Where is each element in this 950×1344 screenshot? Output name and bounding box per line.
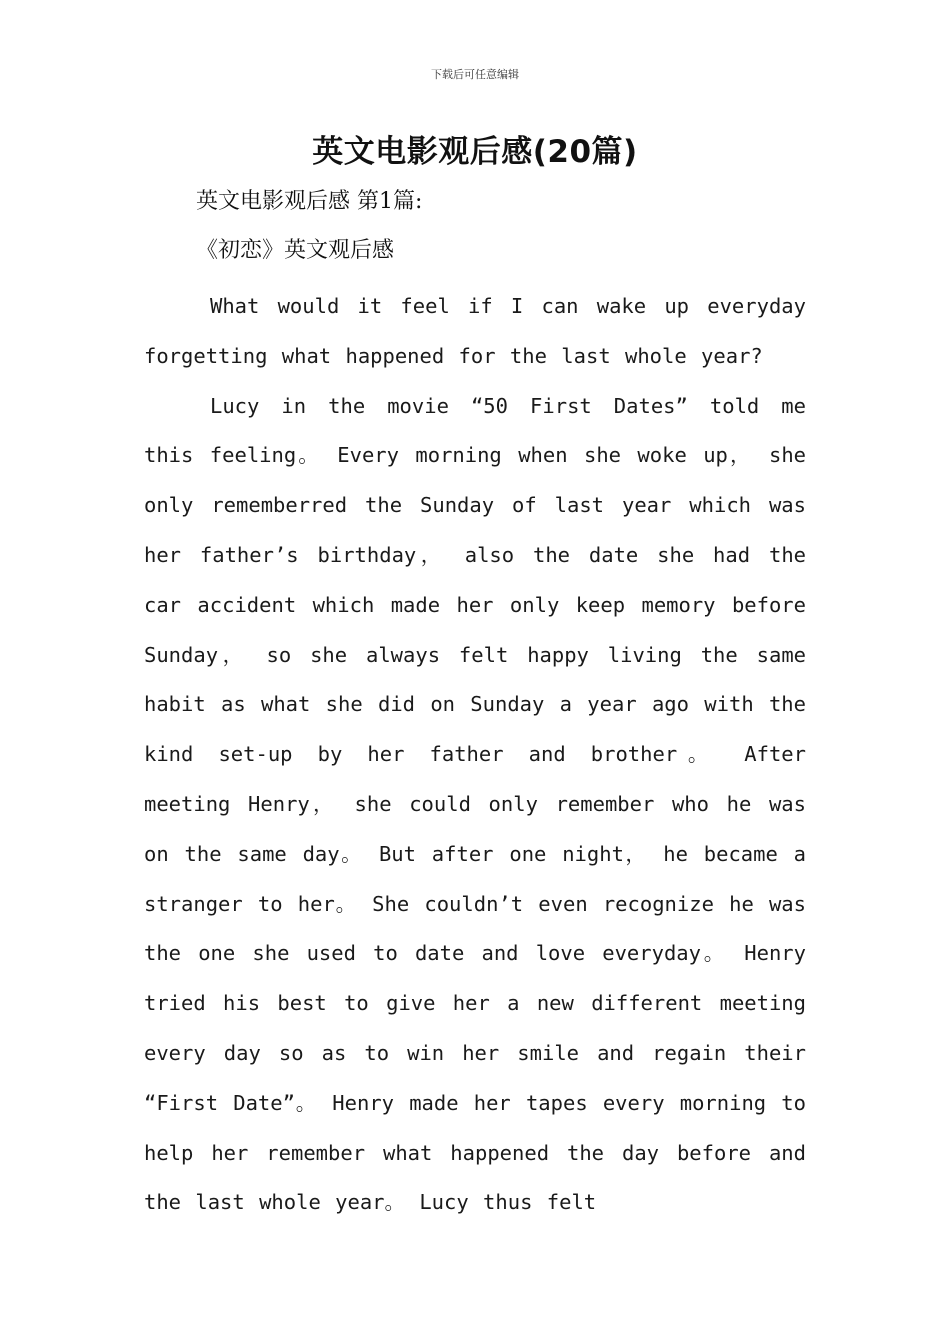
section-heading: 英文电影观后感 第1篇: — [196, 189, 423, 214]
document-title: 英文电影观后感(20篇) — [312, 134, 638, 170]
article-subtitle: 《初恋》英文观后感 — [196, 238, 395, 263]
paragraph-1: What would it feel if I can wake up everyday forgetting what happened for the last whole year? — [144, 294, 806, 368]
header-note: 下载后可任意编辑 — [431, 68, 519, 81]
paragraph-2: Lucy in the movie “50 First Dates” told me this feeling。 Every morning when she woke up， she only rememberred the Sunday of last year which was her father’s birthday， also the date she had the car accident which made her only keep memory before Sunday， so she always felt happy living the same habit as what she did on Sunday a year ago with the kind set-up by her father and brother。 After meeting Henry， she could only remember who he was on the same day。 But after one night， he became a stranger to her。 She couldn’t even recognize he was the one she used to date and love everyday。 Henry tried his best to give her a new different meeting every day so as to win her smile and regain their “First Date”。 Henry made her tapes every morning to help her remember what happened the day before and the last whole year。 Lucy thus felt — [144, 393, 806, 1215]
body-text — [144, 282, 806, 1228]
